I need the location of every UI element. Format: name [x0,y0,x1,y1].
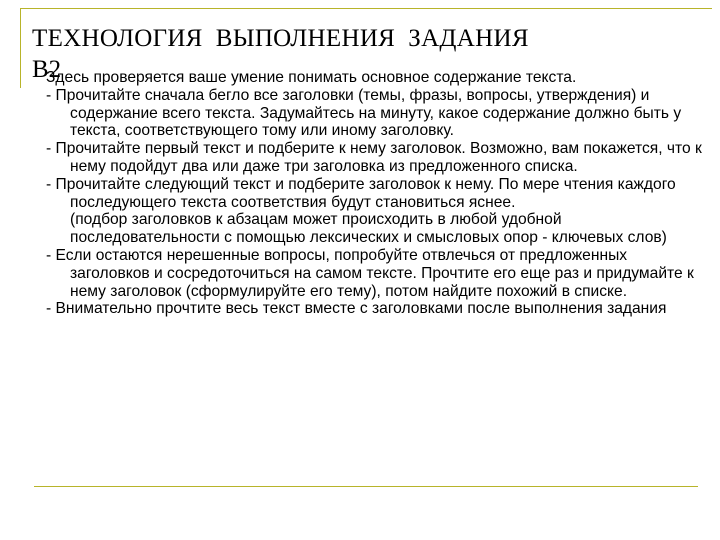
step-5: - Внимательно прочтите весь текст вместе с заголовками после выполнения задания [46,300,667,318]
step-2: - Прочитайте первый текст и подберите к нему заголовок. Возможно, вам покажется, что к нему подойдут два или даже три заголовка из предложенного списка. [46,140,702,175]
slide-title: ТЕХНОЛОГИЯ ВЫПОЛНЕНИЯ ЗАДАНИЯ [32,25,529,52]
slide-body [46,69,706,318]
frame-left-line [20,8,21,88]
step-3: - Прочитайте следующий текст и подберите заголовок к нему. По мере чтения каждого последующего текста соответствия будут становиться яснее. [46,175,676,211]
intro-paragraph: Здесь проверяется ваше умение понимать основное содержание текста. [46,69,577,86]
step-1: - Прочитайте сначала бегло все заголовки (темы, фразы, вопросы, утверждения) и содержание всего текста. Задумайтесь на минуту, какое содержание должно быть у текста, соответствующего тому или иному заголовку. [46,86,682,140]
note-paragraph: (подбор заголовков к абзацам может происходить в любой удобной последовательности с помощью лексических и смысловых опор - ключевых слов) [70,211,667,247]
frame-top-line [20,8,712,9]
step-4: - Если остаются нерешенные вопросы, попробуйте отвлечься от предложенных заголовков и сосредоточиться на самом тексте. Прочтите его еще раз и придумайте к нему заголовок (сформулируйте его тему), потом найдите похожий в списке. [46,246,694,300]
frame-bottom-line [34,486,698,487]
slide-title-task-code: В2 [32,56,62,83]
